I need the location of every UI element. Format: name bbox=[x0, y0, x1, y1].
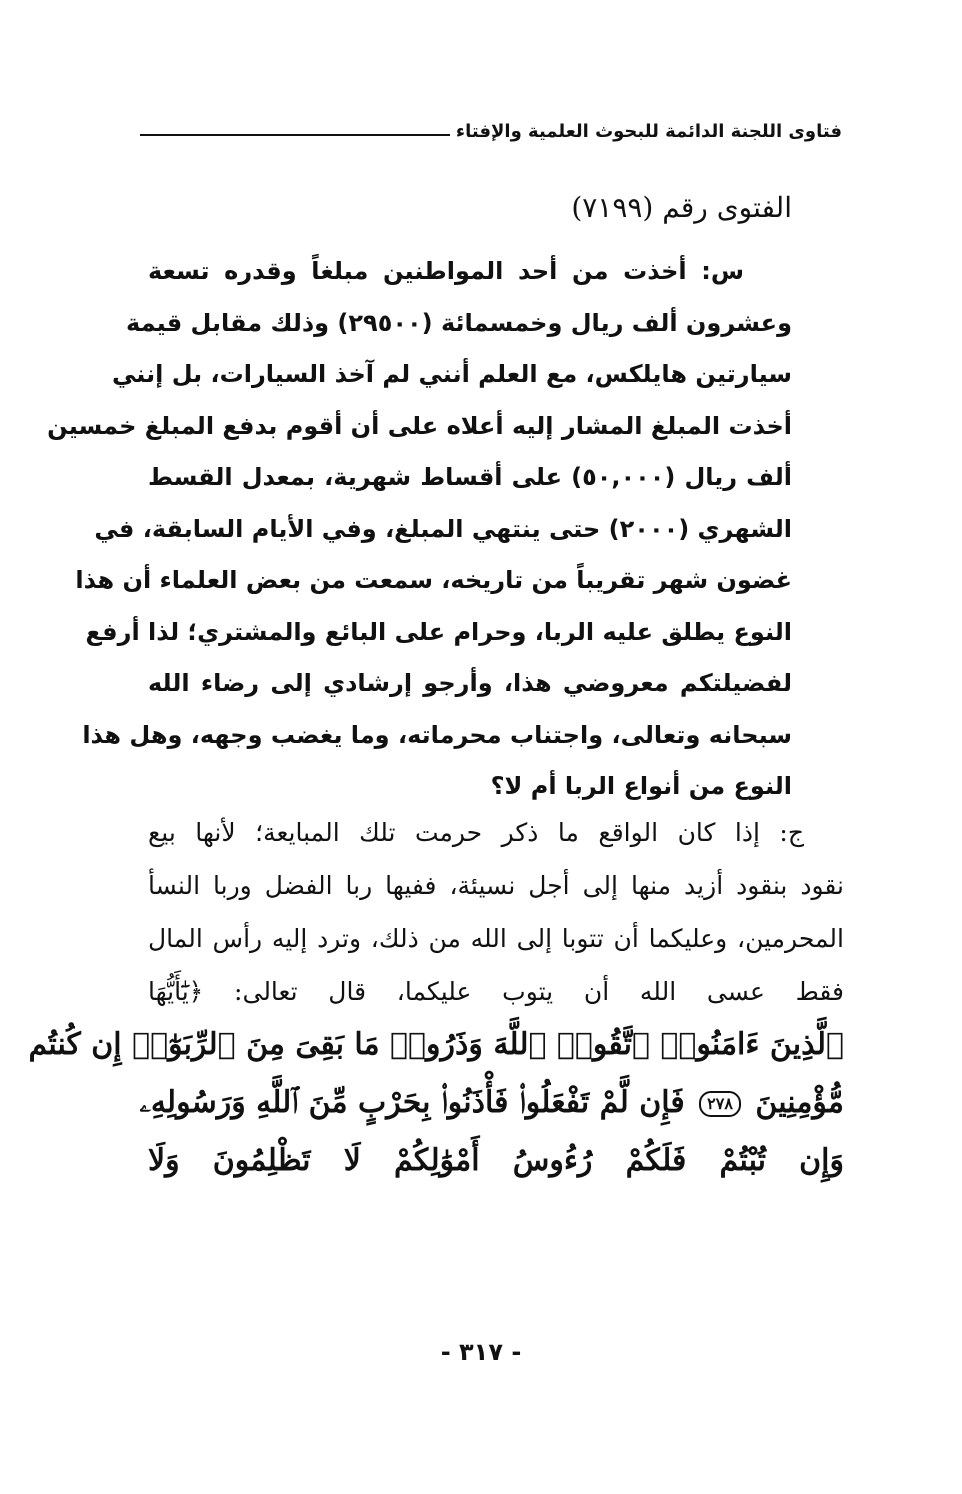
quran-line-segment: فَإِن لَّمْ تَفْعَلُوا۟ فَأْذَنُوا۟ بِحَرْبٍ مِّنَ ٱللَّهِ وَرَسُولِهِۦ bbox=[139, 1085, 685, 1120]
question-line: غضون شهر تقريباً من تاريخه، سمعت من بعض العلماء أن هذا bbox=[75, 566, 792, 594]
answer-line: ج: إذا كان الواقع ما ذكر حرمت تلك المبايعة؛ لأنها بيع bbox=[148, 818, 804, 847]
answer-paragraph bbox=[148, 806, 844, 1018]
quran-verse bbox=[28, 1016, 844, 1190]
question-line: ألف ريال (٥٠,٠٠٠) على أقساط شهرية، بمعدل القسط bbox=[148, 463, 792, 491]
question-line: النوع من أنواع الربا أم لا؟ bbox=[490, 772, 792, 800]
question-line: النوع يطلق عليه الربا، وحرام على البائع والمشتري؛ لذا أرفع bbox=[85, 617, 792, 646]
question-line: لفضيلتكم معروضي هذا، وأرجو إرشادي إلى رضاء الله bbox=[148, 669, 792, 697]
question-line: الشهري (٢٠٠٠) حتى ينتهي المبلغ، وفي الأيام السابقة، في bbox=[94, 514, 792, 543]
question-line: وعشرون ألف ريال وخمسمائة (٢٩٥٠٠) وذلك مقابل قيمة bbox=[126, 308, 792, 337]
question-line: سبحانه وتعالى، واجتناب محرماته، وما يغضب وجهه، وهل هذا bbox=[82, 720, 792, 749]
question-paragraph bbox=[47, 246, 792, 813]
answer-line: فقط عسى الله أن يتوب عليكما، قال تعالى: ﴿يَٰٓأَيُّهَا bbox=[148, 977, 844, 1006]
quran-line: وَإِن تُبْتُمْ فَلَكُمْ رُءُوسُ أَمْوَٰلِكُمْ لَا تَظْلِمُونَ وَلَا bbox=[148, 1143, 844, 1178]
question-line: س: أخذت من أحد المواطنين مبلغاً وقدره تسعة bbox=[148, 257, 744, 285]
quran-line-segment: مُّؤْمِنِينَ bbox=[755, 1085, 844, 1120]
fatwa-number-heading: الفتوى رقم (٧١٩٩) bbox=[571, 191, 792, 224]
verse-number-marker: ٢٧٨ bbox=[699, 1091, 741, 1117]
question-line: أخذت المبلغ المشار إليه أعلاه على أن أقوم بدفع المبلغ خمسين bbox=[47, 411, 792, 440]
running-header-title: فتاوى اللجنة الدائمة للبحوث العلمية والإفتاء bbox=[455, 120, 842, 142]
quran-line: ٱلَّذِينَ ءَامَنُوا۟ ٱتَّقُوا۟ ٱللَّهَ وَذَرُوا۟ مَا بَقِىَ مِنَ ٱلرِّبَوٰٓا۟ إِن كُنتُم bbox=[28, 1027, 844, 1062]
page-number: - ٣١٧ - bbox=[440, 1338, 522, 1366]
answer-line: المحرمين، وعليكما أن تتوبا إلى الله من ذلك، وترد إليه رأس المال bbox=[148, 924, 844, 953]
running-header bbox=[140, 114, 842, 148]
header-rule bbox=[140, 134, 450, 136]
quran-line bbox=[139, 1074, 844, 1132]
answer-line: نقود بنقود أزيد منها إلى أجل نسيئة، ففيها ربا الفضل وربا النسأ bbox=[148, 871, 844, 900]
question-line: سيارتين هايلكس، مع العلم أنني لم آخذ السيارات، بل إنني bbox=[112, 360, 792, 388]
